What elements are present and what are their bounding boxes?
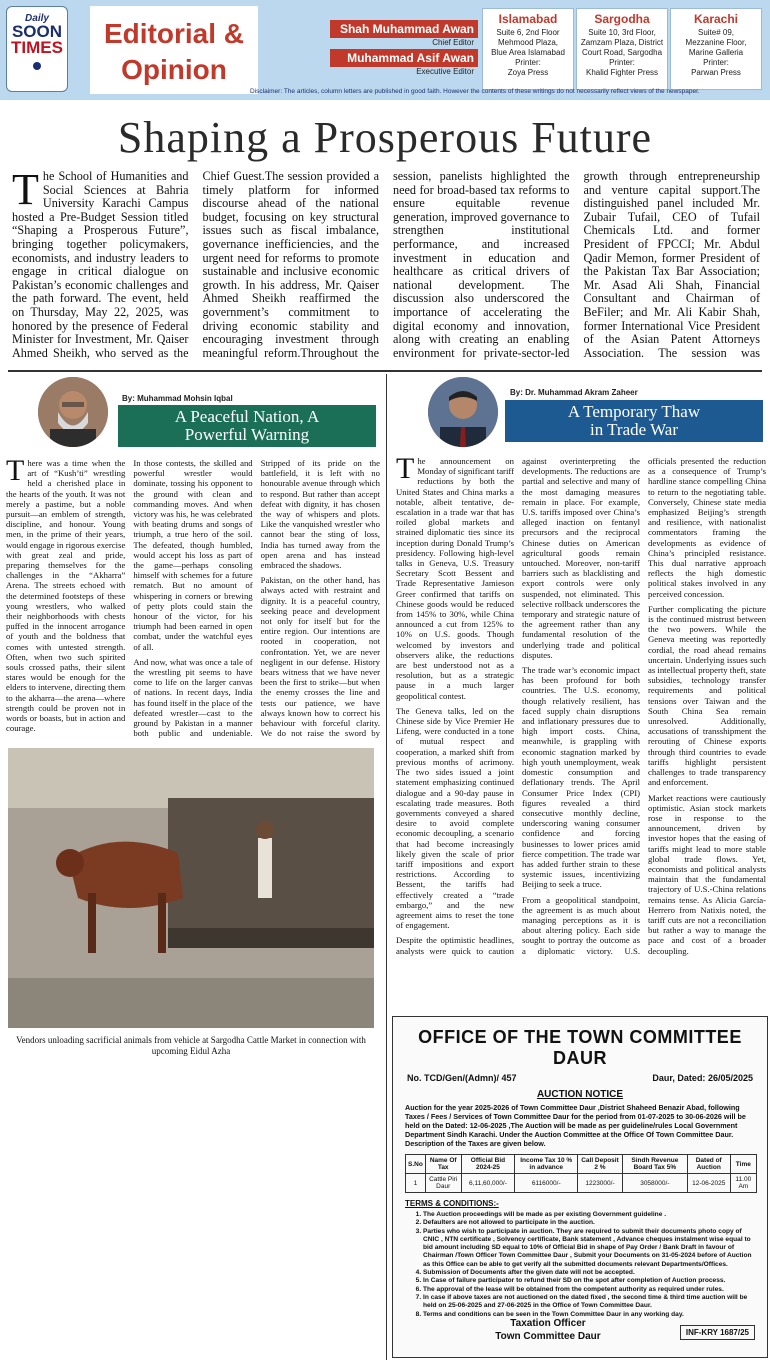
terms-list: 1. The Auction proceedings will be made as per existing Government guideline . 2. Defaulters are not allowed to participate in the auction. 3. Parties who wish to participate in auction. They are required to submit their documents photo copy of CNIC , NTN certificate , Solvency certificate, Bank statement , Advance cheques instalment wise equal to bid amount including SD equal to 10% of Official Bid in shape of Pay Order / Bank Draft in favour of Chairman /Town Officer Town Committee Daur , Submit your Documents on 31-05-2024 before of Auction as this Office can be able to get verify all the submitted documents relevant Departments/Offices. 4. Submission of Documents after the given date will not be accepted. 5. In Case of failure participator to refund their SD on the spot after completion of Auction process. 6. The approval of the lease will be obtained from the competent authority as required under rules. 7. In case if above taxes are not auctioned on the dated fixed , the second time & third time auction will be held on 25-06-2025 and 27-06-2025 in the Office of Town Committee Daur. 8. Terms and conditions can be seen in the Town Committee Daur in any working day. [393, 1208, 767, 1319]
notice-code: INF-KRY 1687/25 [680, 1325, 755, 1340]
auction-table [405, 1154, 757, 1193]
section-title: Editorial & Opinion [90, 6, 258, 94]
table-header: S.No Name Of Tax Official Bid 2024-25 Income Tax 10 % in advance Call Deposit 2 % Sindh Revenue Board Tax 5% Dated of Auction Time [406, 1155, 757, 1174]
notice-office: OFFICE OF THE TOWN COMMITTEE DAUR [418, 1027, 742, 1068]
lead-text: he School of Humanities and Social Sciences at Bahria University Karachi Campus hosted a Pre-Budget Session titled “Shaping a Prosperous Future”, bringing together policymakers, economists, and industry leaders to engage in critical dialogue on Pakistan’s economic challenges and the path forward. The event, held on Thursday, May 22, 2025, was honored by the presence of Federal Minister for Investment, Mr. Qaiser Ahmed Sheikh, who served as the Chief Guest.The session provided a timely platform for informed discourse ahead of the national budget, focusing on key structural issues such as fiscal imbalance, governance inefficiencies, and the urgent need for reforms to promote sustainable and inclusive economic growth. In his address, Mr. Qaiser Ahmed Sheikh reaffirmed the government’s commitment to driving economic stability and encouraging investment through meaningful reform.Throughout the session, panelists highlighted the need for broad-based tax reforms to ensure equitable revenue generation, improved governance to strengthen institutional performance, and increased investment in education and healthcare as critical drivers of national development. The discussion also underscored the importance of accelerating the digital economy and innovation, along with creating an enabling environment for private-sector-led growth through entrepreneurship and venture capital support.The distinguished panel included Mr. Zubair Tufail, CEO of Tufail Chemicals Ltd. and former President of FPCCI; Mr. Abdul Qadir Memon, former President of the Pakistan Tax Bar Association; Mr. Asad Ali Shah, Financial Consultant and Chairman of BeFiler; and Mr. Ali Kabir Shah, former International Vice President of the Asian Patent Attorneys Association. The session was [12, 169, 760, 360]
title-left: A Peaceful Nation, A Powerful Warning [118, 405, 376, 447]
notice-body: Auction for the year 2025-2026 of Town Committee Daur ,District Shaheed Benazir Abad, following Taxes / Fees / Services of Town Committee Daur for the period from 01-07-2025 to 30-06-2026 will be held on the Dated: 12-06-2025 ,The Auction will be made as per guideline/rules Local Government Department Sindh Karachi. Under the Auction Committee at the Office Of Town Committee Daur. Description of the Taxes are given below. [405, 1103, 746, 1148]
notice-signature: Taxation Officer Town Committee Daur [495, 1318, 601, 1342]
executive-editor-title: Executive Editor [416, 67, 474, 76]
lead-headline: Shaping a Prosperous Future [117, 113, 653, 162]
office-islamabad: Islamabad Suite 6, 2nd Floor Mehmood Plaza, Blue Area Islamabad Printer: Zoya Press [482, 8, 574, 90]
globe-icon [33, 62, 41, 70]
chief-editor-title: Chief Editor [432, 38, 474, 47]
news-photo [8, 748, 374, 1028]
auction-notice [392, 1016, 768, 1358]
drop-cap: T [12, 165, 39, 214]
terms-title: TERMS & CONDITIONS:- [405, 1199, 499, 1208]
article-left-body: There was a time when the art of “Kush’ti” wrestling held a cherished place in the hearts of the youth. It was not merely a pastime, but a noble pursuit—an emblem of strength, discipline, and honour. Young men, in the prime of their years, would engage in rigorous exercise with great zeal and pride, preparing themselves for the challenges in the “Akharra” Arena. The streets echoed with the determined footsteps of these young wrestlers, who walked their neighborhoods with chests puffed in the innocent arrogance of youth and the boldness that comes with untested strength. Often, when two such spirited souls crossed paths, their silent stares would be enough for the elders to intervene, directing them to the akharra—the arena—where strength could be proven not in words or boasts, but in action and courage. In those contests, the skilled and powerful wrestler would dominate, tossing his opponent to the ground with clean and commanding moves. And when victory was his, he was celebrated with beating drums and songs of triumph, a true hero of the soil. The defeated, though humbled, would accept his loss as part of the game—perhaps consoling himself with schemes for a future rematch. But no amount of whispering in corners or brewing of petty plots could stain the honour of the victor, for his triumph had been earned in open combat, under the watchful eyes of all. And now, what was once a tale of the wrestling pit seems to have come to life on the larger canvas of nations. In recent days, India has found itself in the place of the defeated wrestler—cast to the ground by Pakistan in a manner both public and undeniable. Stripped of its pride on the battlefield, it is left with no honourable avenue through which to respond. But rather than accept defeat with dignity, it has chosen the way of whispers and plots. Like the vanquished wrestler who cannot bear the sting of loss, India has turned away from the open arena and has instead embraced the shadows. Pakistan, on the other hand, has always acted with restraint and dignity. It is a peaceful country, seeking peace and development not only for itself but for the entire region. Our intentions are rooted in cooperation, not confrontation. Yet, we are never negligent in our defense. History bears witness that we have never been the first to strike—but when the enemy crosses the line and tests our patience, we have always known how to correct his behaviour with forceful clarity. We do not raise the sword by [6, 458, 380, 739]
office-karachi: Karachi Suite# 09, Mezzanine Floor, Marine Galleria Printer: Parwan Press [670, 8, 762, 90]
executive-editor-name: Muhammad Asif Awan [330, 49, 478, 67]
photo-caption: Vendors unloading sacrificial animals from vehicle at Sargodha Cattle Market in connection with upcoming Eidul Azha [16, 1035, 366, 1056]
chief-editor-name: Shah Muhammad Awan [330, 20, 478, 38]
editors-block [330, 20, 478, 78]
newspaper-logo: Daily SOON TIMES [6, 6, 68, 92]
lead-story [12, 165, 760, 365]
article-right-body: The announcement on Monday of significant tariff reductions by both the United States and China marks a notable, albeit tentative, de-escalation in a trade war that has roiled global markets and strained diplomatic ties since its inception during Donald Trump’s presidency. Following high-level talks in Geneva, U.S. Treasury Secretary Scott Bessent and Trade Representative Jamieson Greer confirmed that tariffs on Chinese goods would be reduced from 145% to 30%, while China announced a cut from 125% to 10% on U.S. goods. Though welcomed by investors and observers alike, the reductions are best understood not as a resolution, but as a strategic pause in a much larger geopolitical contest. The Geneva talks, led on the Chinese side by Vice Premier He Lifeng, were conducted in a tone of mutual respect and cooperation, a marked shift from previous months of acrimony. The two sides issued a joint statement emphasizing continued dialogue and a 90-day pause in escalating trade measures. Both governments conveyed a shared desire to avoid complete economic decoupling, a scenario that had become increasingly likely given the scale of prior tariff impositions and export restrictions. According to Bessent, the tariffs had effectively created a “trade embargo,” and the new agreement aims to reset the tone of engagement. Despite the optimistic headlines, analysts were quick to caution against overinterpreting the developments. The reductions are partial and selective and many of the most damaging measures remain in place. For example, U.S. tariffs imposed over China’s alleged inaction on fentanyl precursors and the reciprocal Chinese duties on American agricultural goods remain untouched. Moreover, non-tariff barriers such as blacklisting and export controls were only suspended, not eliminated. This selective rollback underscores the temporary and strategic nature of the agreement rather than any fundamental resolution of the underlying trade and political disputes. The trade war’s economic impact has been profound for both countries. The U.S. economy, though relatively resilient, has faced supply chain disruptions and inflationary pressures due to high import costs. China, meanwhile, is grappling with economic stagnation marked by high youth unemployment, weak domestic consumption and deflationary trends. The April Consumer Price Index (CPI) figures revealed a third consecutive monthly decline, underscoring waning consumer confidence and forcing businesses to lower prices amid fierce competition. The trade war has added further strain to these systemic issues, incentivizing Beijing to seek a truce. From a geopolitical standpoint, the agreement is as much about managing perceptions as it is about altering policy. Each side sought to portray the outcome as a diplomatic victory. U.S. officials presented the reduction as a consequence of Trump’s hardline stance compelling China to return to the negotiating table. Conversely, Chinese state media emphasized Beijing’s strength and resilience, with nationalist commentators framing the developments as evidence of China’s principled resistance. This dual narrative approach reflects the high domestic political stakes involved in any perceived concession. Further complicating the picture is the continued mistrust between the two powers. While the Geneva meeting was reportedly cordial, the road ahead remains uncertain. Underlying issues such as intellectual property theft, state subsidies, technology transfer requirements and political tensions over Taiwan and the South China Sea remain unresolved. Additionally, accusations of transshipment the rerouting of Chinese exports through third countries to evade tariffs highlight persistent challenges to trade transparency and enforcement. Market reactions were cautiously optimistic. Asian stock markets rose in response to the announcement, driven by investor hopes that the easing of tariffs might lead to more stable global trade flows. Yet, economists and political analysts maintain that the fundamental trajectory of U.S.-China relations remains tense. As Alicia García-Herrero from Natixis noted, the tariff cuts are not a reconciliation but rather a way to manage the pace and cost of a broader decoupling. [396, 456, 766, 956]
byline-left: By: Muhammad Mohsin Iqbal [122, 394, 233, 403]
table-row: 1 Cattle Piri Daur 6,11,60,000/- 6116000/- 1223000/- 3058000/- 12-06-2025 11.00 Am [406, 1174, 757, 1193]
divider [8, 370, 762, 372]
author-photo-right [428, 377, 498, 447]
byline-right: By: Dr. Muhammad Akram Zaheer [510, 388, 638, 397]
notice-reference: No. TCD/Gen/(Admn)/ 457 Daur, Dated: 26/05/2025 [407, 1073, 753, 1083]
author-photo-left [38, 377, 108, 447]
disclaimer: Disclaimer: The articles, column letters are published in good faith. However the contents of these writings do not necessarily reflect views of the newspaper. [250, 88, 700, 95]
notice-title: AUCTION NOTICE [536, 1089, 624, 1100]
column-divider [386, 374, 387, 1360]
title-right: A Temporary Thaw in Trade War [505, 400, 763, 442]
office-sargodha: Sargodha Suite 10, 3rd Floor, Zamzam Plaza, District Court Road, Sargodha Printer: Khalid Fighter Press [576, 8, 668, 90]
masthead [0, 0, 770, 100]
